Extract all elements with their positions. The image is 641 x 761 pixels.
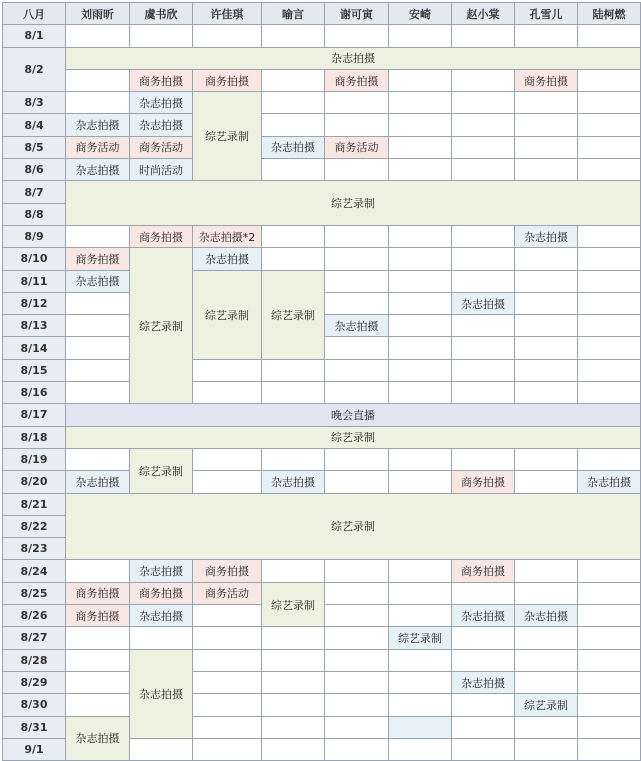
date-cell: 8/19	[3, 448, 66, 470]
event-cell: 杂志拍摄	[130, 560, 193, 582]
table-row	[3, 448, 641, 470]
table-row	[3, 159, 641, 181]
header-member: 孔雪儿	[515, 3, 578, 25]
event-cell: 杂志拍摄	[66, 47, 641, 69]
table-row	[3, 426, 641, 448]
date-cell: 8/23	[3, 538, 66, 560]
table-row	[3, 270, 641, 292]
date-cell: 8/29	[3, 671, 66, 693]
header-member: 刘雨昕	[66, 3, 130, 25]
table-row	[3, 248, 641, 270]
event-cell: 综艺录制	[193, 270, 262, 359]
date-cell: 8/5	[3, 136, 66, 158]
date-cell: 8/10	[3, 248, 66, 270]
header-member: 赵小棠	[452, 3, 515, 25]
event-cell: 商务拍摄	[130, 69, 193, 91]
header-member: 许佳琪	[193, 3, 262, 25]
event-cell: 商务拍摄	[193, 560, 262, 582]
date-cell: 8/20	[3, 471, 66, 493]
event-cell: 杂志拍摄	[66, 270, 130, 292]
header-member: 安崎	[389, 3, 452, 25]
event-cell: 商务拍摄	[66, 605, 130, 627]
event-cell: 时尚活动	[130, 159, 193, 181]
date-cell: 8/12	[3, 292, 66, 314]
event-cell: 杂志拍摄*2	[193, 225, 262, 247]
event-cell: 综艺录制	[262, 582, 325, 627]
date-cell: 8/18	[3, 426, 66, 448]
table-row	[3, 582, 641, 604]
event-cell: 商务拍摄	[193, 69, 262, 91]
table-row	[3, 382, 641, 404]
table-row	[3, 627, 641, 649]
header-row	[3, 3, 641, 25]
date-cell: 8/3	[3, 92, 66, 114]
date-cell: 8/11	[3, 270, 66, 292]
event-cell: 商务拍摄	[66, 582, 130, 604]
date-cell: 8/8	[3, 203, 66, 225]
date-cell: 8/30	[3, 694, 66, 716]
event-cell: 商务活动	[66, 136, 130, 158]
header-member: 谢可寅	[325, 3, 389, 25]
table-row	[3, 649, 641, 671]
date-cell: 8/25	[3, 582, 66, 604]
date-cell: 8/24	[3, 560, 66, 582]
event-cell: 综艺录制	[193, 92, 262, 181]
event-cell: 杂志拍摄	[325, 315, 389, 337]
event-cell: 杂志拍摄	[130, 114, 193, 136]
event-cell: 商务活动	[130, 136, 193, 158]
date-cell: 8/2	[3, 47, 66, 92]
date-cell: 9/1	[3, 738, 66, 760]
date-cell: 8/6	[3, 159, 66, 181]
event-cell: 商务拍摄	[515, 69, 578, 91]
event-cell: 晚会直播	[66, 404, 641, 426]
event-cell: 杂志拍摄	[262, 471, 325, 493]
date-cell: 8/22	[3, 515, 66, 537]
date-cell: 8/16	[3, 382, 66, 404]
date-cell: 8/27	[3, 627, 66, 649]
header-member: 虞书欣	[130, 3, 193, 25]
date-cell: 8/21	[3, 493, 66, 515]
date-cell: 8/31	[3, 716, 66, 738]
schedule-table	[2, 2, 641, 761]
table-row	[3, 225, 641, 247]
event-cell: 杂志拍摄	[66, 114, 130, 136]
table-row	[3, 136, 641, 158]
table-row	[3, 181, 641, 203]
event-cell: 综艺录制	[262, 270, 325, 359]
event-cell: 杂志拍摄	[130, 649, 193, 738]
event-cell: 杂志拍摄	[515, 225, 578, 247]
table-row	[3, 493, 641, 515]
event-cell: 商务拍摄	[452, 471, 515, 493]
header-month: 八月	[3, 3, 66, 25]
event-cell: 杂志拍摄	[262, 136, 325, 158]
event-cell: 杂志拍摄	[66, 716, 130, 761]
event-cell: 综艺录制	[515, 694, 578, 716]
table-row	[3, 560, 641, 582]
date-cell: 8/28	[3, 649, 66, 671]
event-cell: 商务拍摄	[130, 582, 193, 604]
event-cell: 商务拍摄	[325, 69, 389, 91]
event-cell: 综艺录制	[66, 426, 641, 448]
date-cell: 8/15	[3, 359, 66, 381]
event-cell: 杂志拍摄	[130, 92, 193, 114]
table-row	[3, 69, 641, 91]
header-member: 陆柯燃	[578, 3, 641, 25]
header-member: 喻言	[262, 3, 325, 25]
date-cell: 8/7	[3, 181, 66, 203]
date-cell: 8/14	[3, 337, 66, 359]
table-row	[3, 359, 641, 381]
date-cell: 8/13	[3, 315, 66, 337]
table-row	[3, 404, 641, 426]
event-cell: 商务活动	[193, 582, 262, 604]
event-cell: 综艺录制	[66, 181, 641, 226]
date-cell: 8/17	[3, 404, 66, 426]
table-row	[3, 716, 641, 738]
event-cell: 商务拍摄	[130, 225, 193, 247]
event-cell: 杂志拍摄	[578, 471, 641, 493]
event-cell: 综艺录制	[130, 448, 193, 493]
table-row	[3, 114, 641, 136]
event-cell: 综艺录制	[130, 248, 193, 404]
event-cell: 杂志拍摄	[452, 605, 515, 627]
event-cell: 杂志拍摄	[515, 605, 578, 627]
event-cell: 杂志拍摄	[130, 605, 193, 627]
event-cell: 综艺录制	[389, 627, 452, 649]
date-cell: 8/1	[3, 25, 66, 47]
event-cell: 杂志拍摄	[452, 671, 515, 693]
table-row	[3, 25, 641, 47]
date-cell: 8/26	[3, 605, 66, 627]
event-cell: 杂志拍摄	[66, 471, 130, 493]
event-cell	[389, 716, 452, 738]
event-cell: 杂志拍摄	[66, 159, 130, 181]
event-cell: 杂志拍摄	[452, 292, 515, 314]
event-cell: 杂志拍摄	[193, 248, 262, 270]
event-cell: 商务拍摄	[66, 248, 130, 270]
event-cell: 商务活动	[325, 136, 389, 158]
table-row	[3, 471, 641, 493]
table-row	[3, 92, 641, 114]
table-row	[3, 671, 641, 693]
event-cell: 综艺录制	[66, 493, 641, 560]
event-cell: 商务拍摄	[452, 560, 515, 582]
date-cell: 8/9	[3, 225, 66, 247]
table-row	[3, 47, 641, 69]
table-row	[3, 694, 641, 716]
date-cell: 8/4	[3, 114, 66, 136]
